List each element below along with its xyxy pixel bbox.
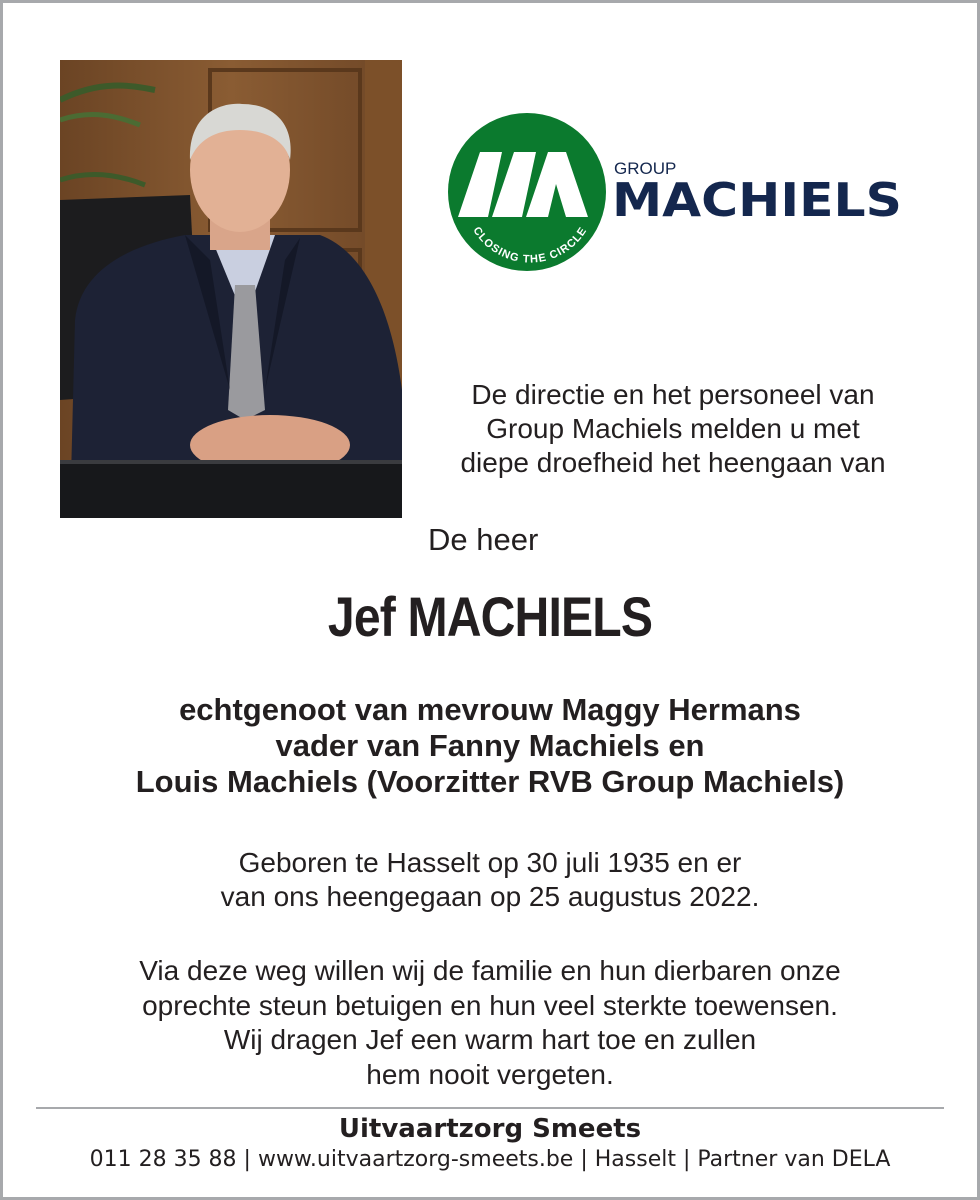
footer-divider: [36, 1107, 944, 1109]
message-line: hem nooit vergeten.: [366, 1058, 614, 1090]
funeral-home-info: 011 28 35 88 | www.uitvaartzorg-smeets.be | Hasselt | Partner van DELA: [89, 1147, 891, 1172]
relation-line: vader van Fanny Machiels en: [275, 728, 705, 763]
portrait-photo: [60, 60, 402, 518]
intro-line: De directie en het personeel van: [471, 379, 875, 410]
dates-line: van ons heengegaan op 25 augustus 2022.: [220, 881, 760, 912]
intro-line: Group Machiels melden u met: [486, 413, 860, 444]
relation-line: echtgenoot van mevrouw Maggy Hermans: [179, 692, 801, 727]
life-dates: [0, 846, 980, 914]
portrait-illustration: [60, 60, 402, 518]
machiels-logo-icon: [448, 112, 908, 274]
message-line: Via deze weg willen wij de familie en hun dierbaren onze: [139, 955, 841, 986]
family-relations: [0, 692, 980, 800]
company-logo: [448, 112, 908, 274]
salutation: De heer: [428, 522, 539, 557]
logo-brand-text: MACHIELS: [612, 173, 902, 227]
deceased-name: Jef MACHIELS: [327, 585, 653, 648]
message-line: Wij dragen Jef een warm hart toe en zullen: [223, 1024, 757, 1055]
relation-line: Louis Machiels (Voorzitter RVB Group Machiels): [135, 764, 845, 799]
intro-line: diepe droefheid het heengaan van: [460, 447, 886, 478]
message-line: oprechte steun betuigen en hun veel sterkte toewensen.: [142, 989, 838, 1021]
funeral-home-name: Uitvaartzorg Smeets: [338, 1114, 642, 1144]
logo-tagline: CLOSING THE CIRCLE: [470, 224, 590, 266]
intro-text: [418, 378, 928, 480]
dates-line: Geboren te Hasselt op 30 juli 1935 en er: [238, 847, 742, 878]
logo-group-text: GROUP: [614, 159, 677, 178]
condolence-message: [0, 954, 980, 1092]
